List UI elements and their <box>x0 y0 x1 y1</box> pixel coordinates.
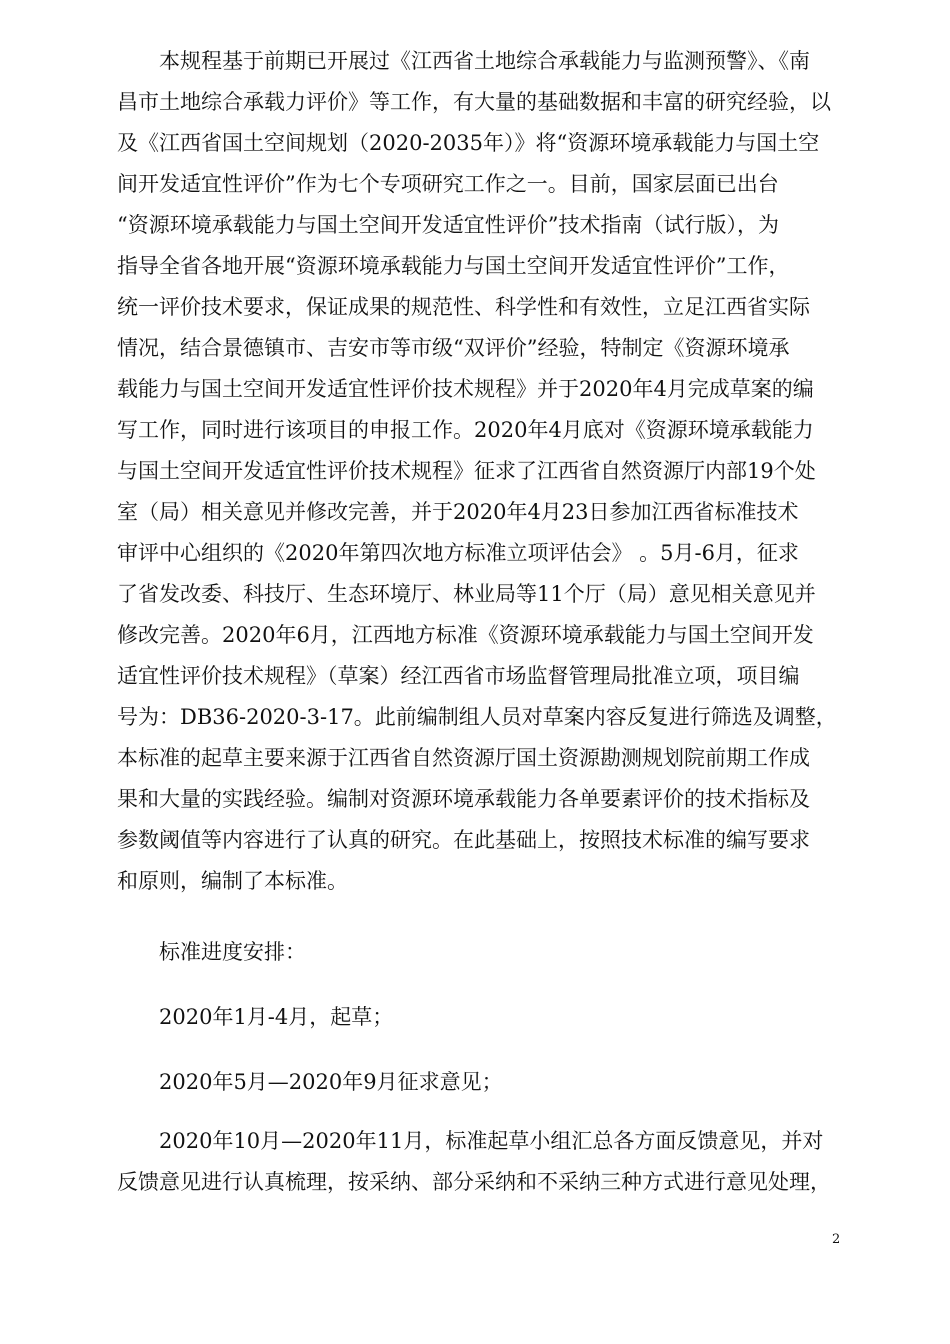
paragraph-line: 与国土空间开发适宜性评价技术规程》征求了江西省自然资源厅内部19个处 <box>117 459 816 483</box>
paragraph-line: 修改完善。2020年6月，江西地方标准《资源环境承载能力与国土空间开发 <box>117 623 814 647</box>
paragraph-line: 审评中心组织的《2020年第四次地方标准立项评估会》 。5月-6月，征求 <box>117 541 799 565</box>
paragraph-line: 本规程基于前期已开展过《江西省土地综合承载能力与监测预警》、《南 <box>159 49 810 73</box>
paragraph-line: “资源环境承载能力与国土空间开发适宜性评价”技术指南（试行版），为 <box>117 213 779 237</box>
paragraph-line: 载能力与国土空间开发适宜性评价技术规程》并于2020年4月完成草案的编 <box>117 377 814 401</box>
paragraph-line: 写工作，同时进行该项目的申报工作。2020年4月底对《资源环境承载能力 <box>117 418 814 442</box>
paragraph-line: 指导全省各地开展“资源环境承载能力与国土空间开发适宜性评价”工作， <box>117 254 790 278</box>
schedule-item: 2020年5月—2020年9月征求意见； <box>159 1070 503 1094</box>
paragraph-line: 2020年10月—2020年11月，标准起草小组汇总各方面反馈意见，并对 <box>159 1129 824 1153</box>
paragraph-line: 本标准的起草主要来源于江西省自然资源厅国土资源勘测规划院前期工作成 <box>117 746 810 770</box>
schedule-heading: 标准进度安排： <box>159 940 306 964</box>
page-number: 2 <box>832 1232 841 1247</box>
paragraph-line: 统一评价技术要求，保证成果的规范性、科学性和有效性，立足江西省实际 <box>117 295 810 319</box>
paragraph-line: 号为：DB36-2020-3-17。此前编制组人员对草案内容反复进行筛选及调整， <box>117 705 837 729</box>
paragraph-line: 情况，结合景德镇市、吉安市等市级“双评价”经验，特制定《资源环境承 <box>117 336 790 360</box>
paragraph-line: 反馈意见进行认真梳理，按采纳、部分采纳和不采纳三种方式进行意见处理， <box>117 1170 831 1194</box>
paragraph-line: 间开发适宜性评价”作为七个专项研究工作之一。目前，国家层面已出台 <box>117 172 779 196</box>
paragraph-line: 参数阈值等内容进行了认真的研究。在此基础上，按照技术标准的编写要求 <box>117 828 810 852</box>
paragraph-line: 了省发改委、科技厅、生态环境厅、林业局等11个厅（局）意见相关意见并 <box>117 582 816 606</box>
paragraph-line: 适宜性评价技术规程》（草案）经江西省市场监督管理局批准立项，项目编 <box>117 664 800 688</box>
paragraph-line: 及《江西省国土空间规划（2020-2035年）》将“资源环境承载能力与国土空 <box>117 131 820 155</box>
schedule-item: 2020年1月-4月，起草； <box>159 1005 394 1029</box>
paragraph-line: 和原则，编制了本标准。 <box>117 869 348 893</box>
paragraph-line: 果和大量的实践经验。编制对资源环境承载能力各单要素评价的技术指标及 <box>117 787 810 811</box>
paragraph-line: 昌市土地综合承载力评价》等工作，有大量的基础数据和丰富的研究经验，以 <box>117 90 831 114</box>
paragraph-line: 室（局）相关意见并修改完善，并于2020年4月23日参加江西省标准技术 <box>117 500 799 524</box>
